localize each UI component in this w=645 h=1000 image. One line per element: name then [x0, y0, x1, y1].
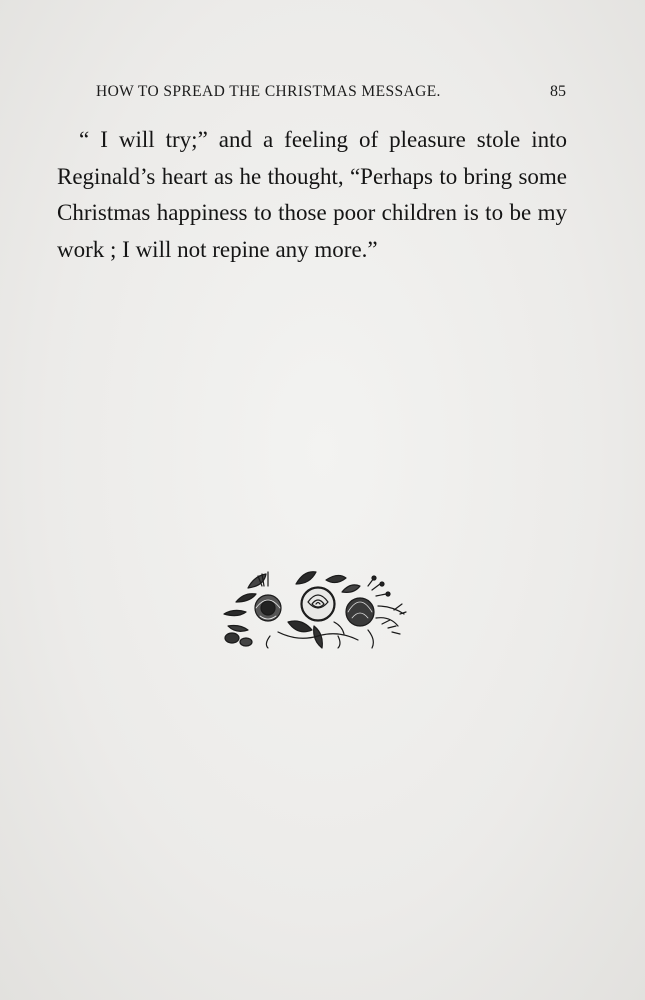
body-text: [57, 122, 567, 268]
page-header: [96, 80, 566, 104]
floral-tailpiece-icon: [218, 566, 410, 650]
page-number: 85: [550, 83, 566, 100]
paragraph: “ I will try;” and a feeling of pleasure stole into Reginald’s heart as he thought, “Perhaps to bring some Christmas happiness to those poor children is to be my work ; I will not repine any more.”: [57, 127, 567, 262]
running-title: HOW TO SPREAD THE CHRISTMAS MESSAGE.: [96, 83, 441, 100]
